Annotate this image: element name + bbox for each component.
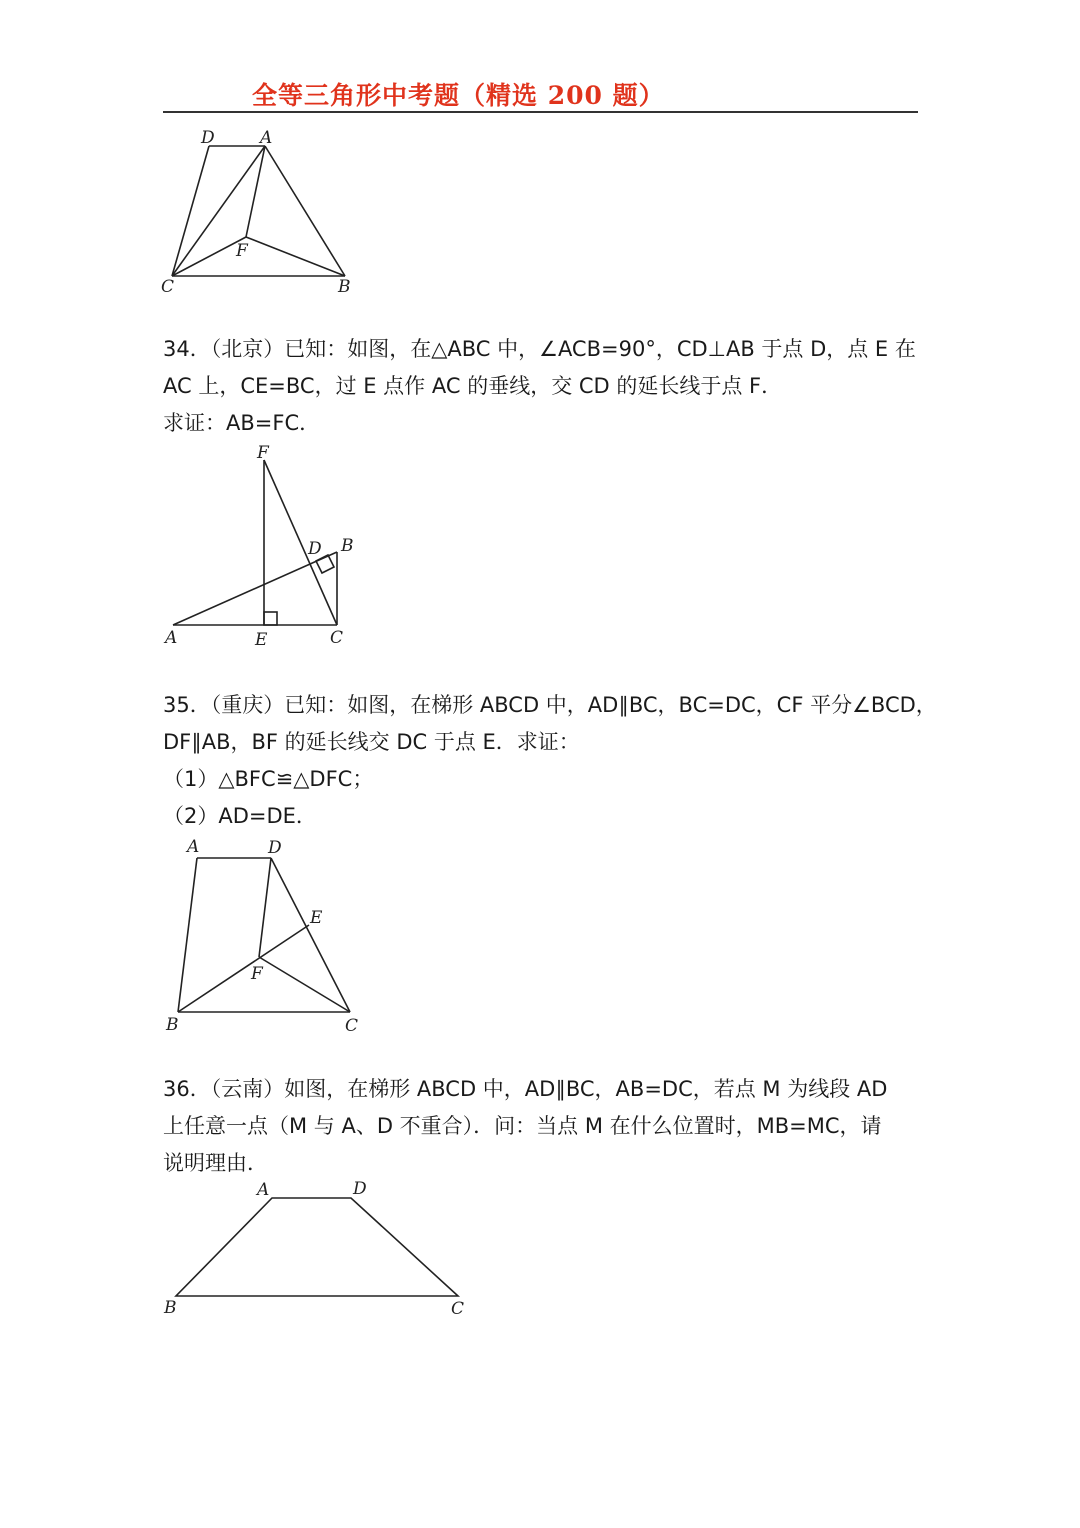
point-label-f: F bbox=[251, 964, 263, 984]
point-label-b: B bbox=[166, 1015, 179, 1035]
page-header-title: 全等三角形中考题（精选 200 题） bbox=[252, 81, 665, 110]
question-34-line-3: 求证：AB=FC． bbox=[163, 411, 321, 435]
trapezoid-abcd bbox=[176, 1198, 458, 1296]
question-35-line-4: （2）AD=DE． bbox=[163, 804, 317, 828]
question-35-line-1: 35．（重庆）已知：如图，在梯形 ABCD 中，AD∥BC，BC=DC，CF 平分∠BCD， bbox=[163, 693, 937, 717]
point-label-f: F bbox=[236, 241, 248, 261]
point-label-c: C bbox=[161, 277, 175, 297]
question-36-line-3: 说明理由． bbox=[163, 1151, 268, 1175]
point-label-e: E bbox=[310, 908, 323, 928]
question-34-line-2: AC 上，CE=BC，过 E 点作 AC 的垂线，交 CD 的延长线于点 F． bbox=[163, 374, 783, 398]
point-label-a: A bbox=[260, 128, 273, 148]
point-label-c: C bbox=[345, 1016, 359, 1036]
point-label-b: B bbox=[338, 277, 351, 297]
point-label-f: F bbox=[257, 443, 269, 463]
point-label-a: A bbox=[257, 1180, 270, 1200]
question-36-line-1: 36．（云南）如图，在梯形 ABCD 中，AD∥BC，AB=DC，若点 M 为线段 AD bbox=[163, 1077, 888, 1101]
figure-36-lines bbox=[176, 1198, 458, 1296]
point-label-a: A bbox=[187, 837, 200, 857]
point-label-d: D bbox=[308, 539, 322, 559]
point-label-a: A bbox=[165, 628, 178, 648]
point-label-d: D bbox=[201, 128, 215, 148]
point-label-c: C bbox=[330, 628, 344, 648]
question-35-line-3: （1）△BFC≌△DFC； bbox=[163, 767, 374, 791]
question-34-line-1: 34．（北京）已知：如图，在△ABC 中，∠ACB=90°，CD⊥AB 于点 D，点 E 在 bbox=[163, 337, 916, 361]
point-label-d: D bbox=[353, 1179, 367, 1199]
point-label-d: D bbox=[268, 838, 282, 858]
question-36-line-2: 上任意一点（M 与 A、D 不重合）．问：当点 M 在什么位置时，MB=MC，请 bbox=[163, 1114, 882, 1138]
question-35-line-2: DF∥AB，BF 的延长线交 DC 于点 E．求证： bbox=[163, 730, 580, 754]
point-label-c: C bbox=[451, 1299, 465, 1319]
point-label-b: B bbox=[164, 1298, 177, 1318]
point-label-b: B bbox=[341, 536, 354, 556]
point-label-e: E bbox=[255, 630, 268, 650]
